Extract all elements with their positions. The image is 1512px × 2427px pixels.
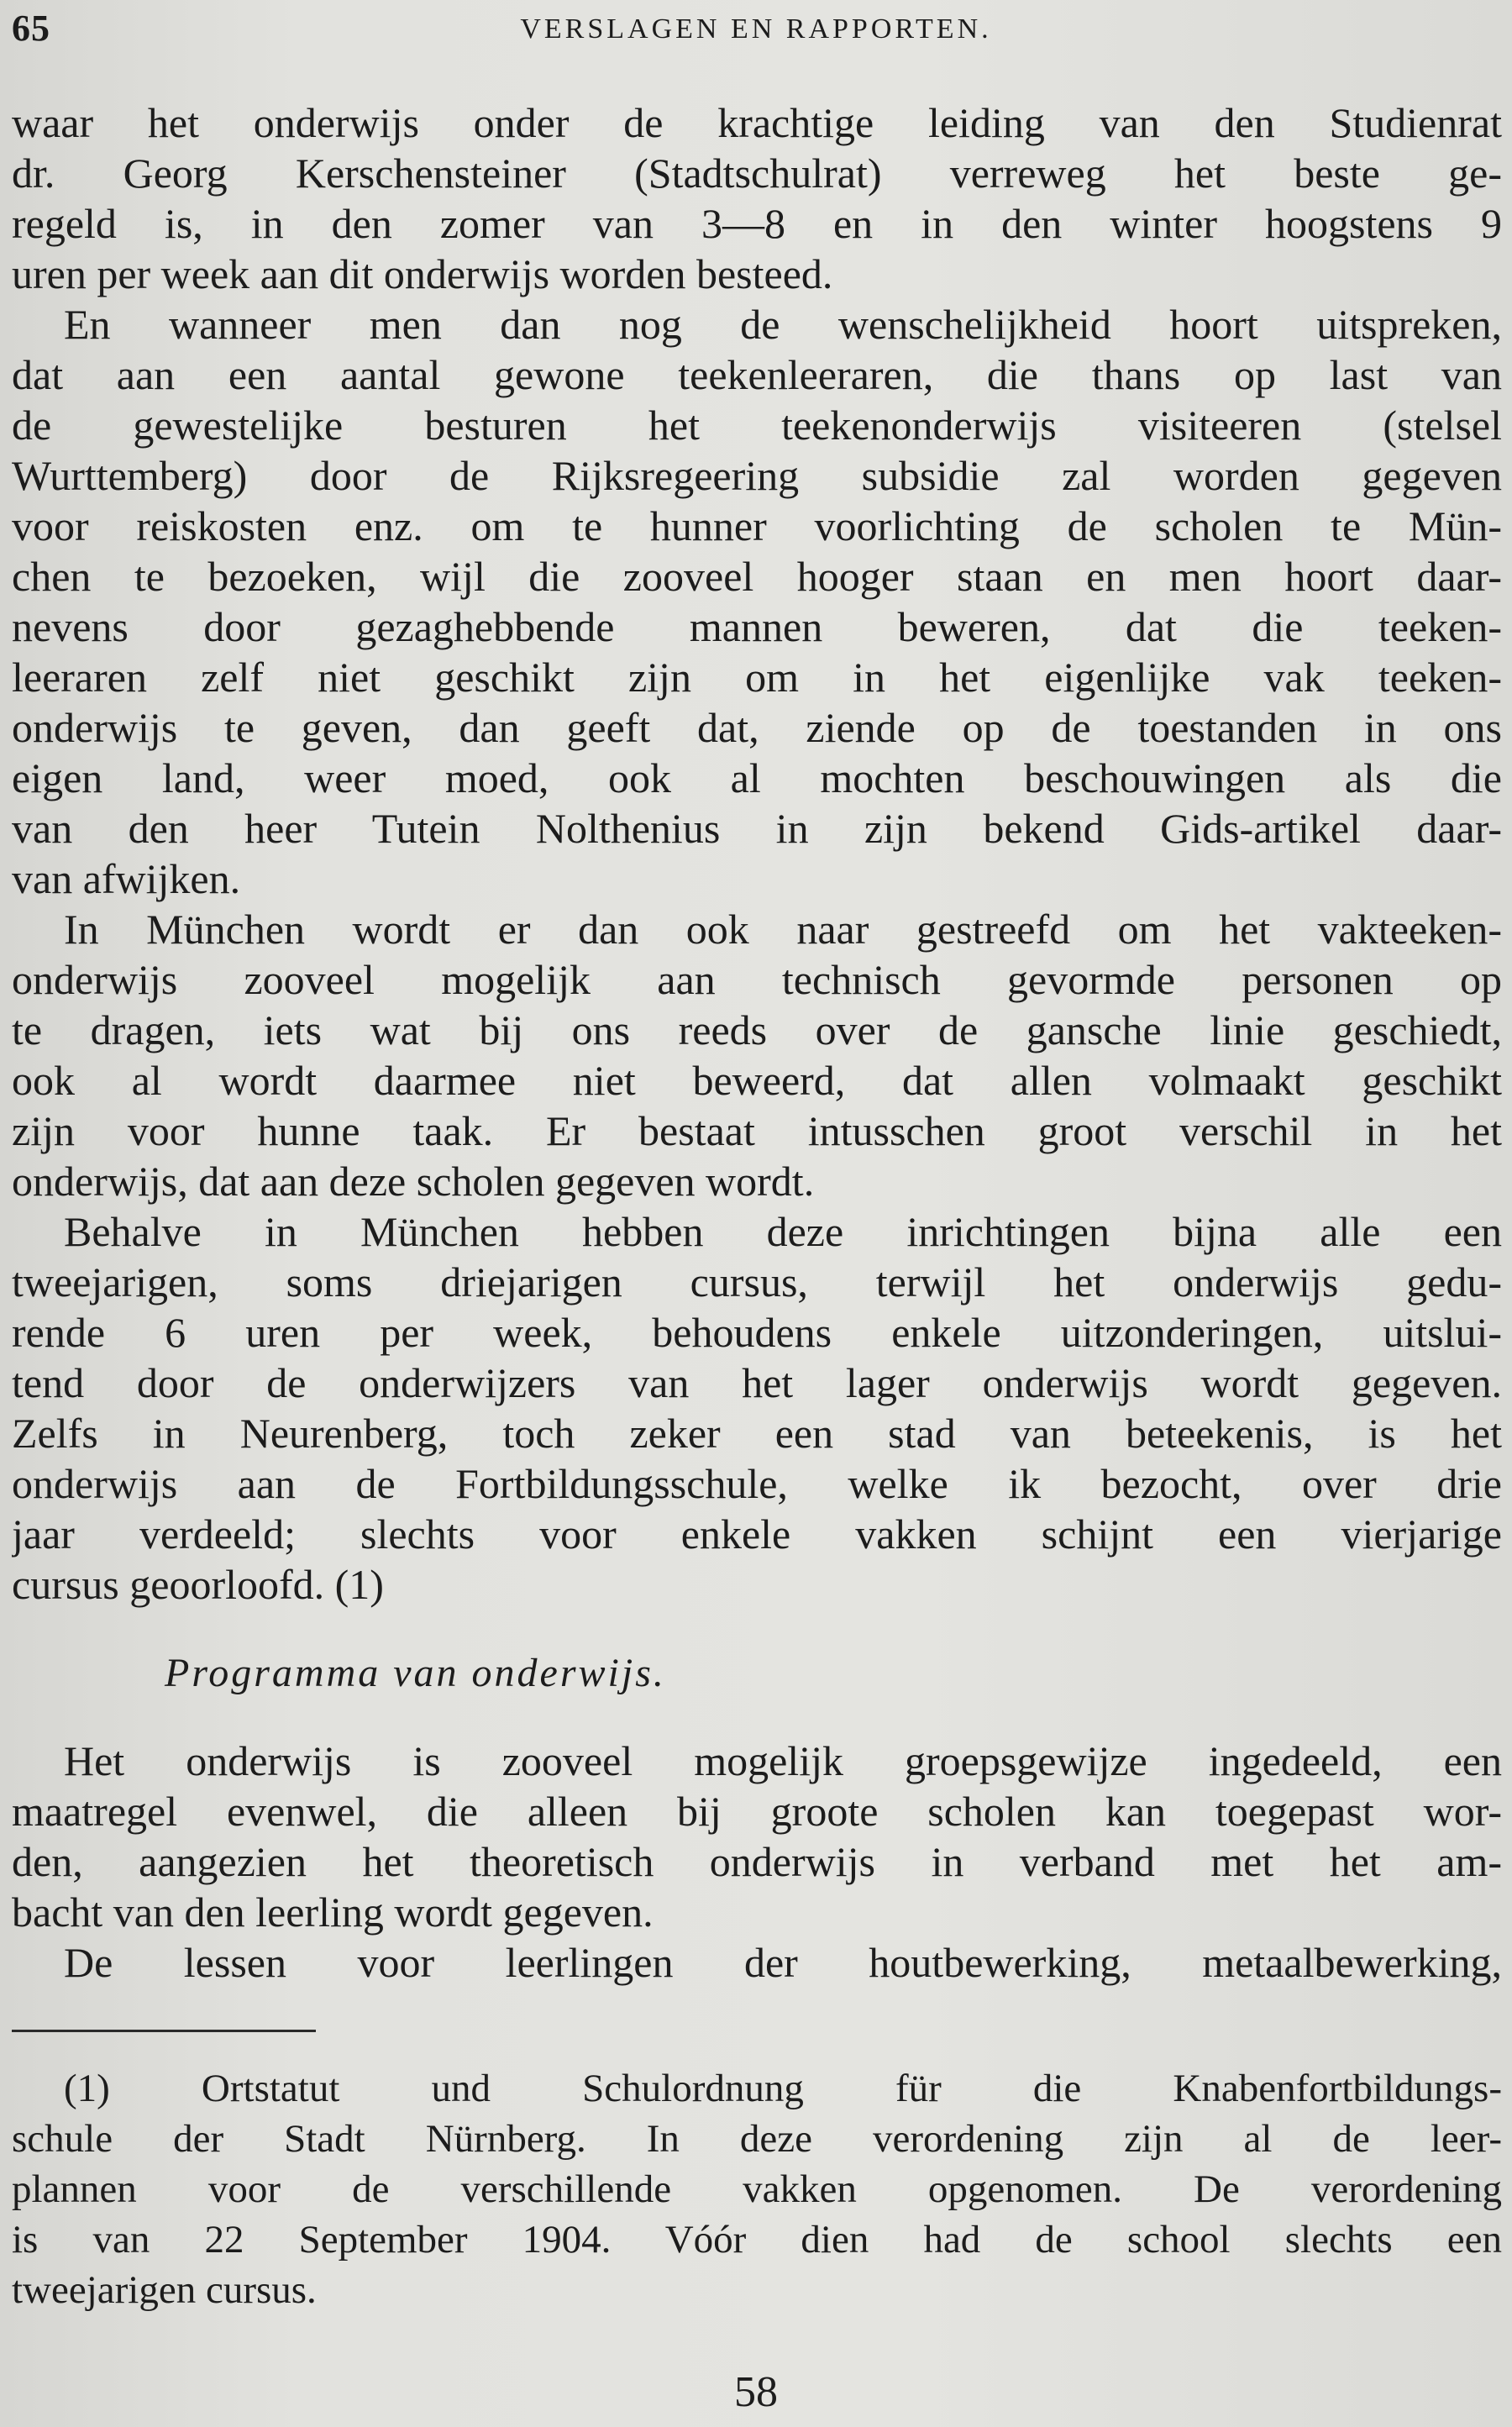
footnote-line: plannen voor de verschillende vakken opgenomen. De verordening	[12, 2167, 1502, 2211]
footnote	[12, 2063, 1502, 2315]
footnote-line: schule der Stadt Nürnberg. In deze verordening zijn al de leer-	[12, 2117, 1502, 2161]
running-title: VERSLAGEN EN RAPPORTEN.	[520, 13, 992, 45]
text-line: Wurttemberg) door de Rijksregeering subsidie zal worden gegeven	[12, 452, 1502, 499]
text-line: Zelfs in Neurenberg, toch zeker een stad van beteekenis, is het	[12, 1410, 1502, 1457]
text-line: tweejarigen, soms driejarigen cursus, terwijl het onderwijs gedu-	[12, 1258, 1502, 1305]
paragraph	[12, 97, 1502, 299]
header-page-number: 65	[12, 8, 50, 49]
text-line: voor reiskosten enz. om te hunner voorlichting de scholen te Mün-	[12, 502, 1502, 549]
text-line: onderwijs aan de Fortbildungsschule, welke ik bezocht, over drie	[12, 1460, 1502, 1507]
text-line: dat aan een aantal gewone teekenleeraren, die thans op last van	[12, 351, 1502, 398]
text-line: En wanneer men dan nog de wenschelijkheid hoort uitspreken,	[64, 301, 1502, 348]
text-line: eigen land, weer moed, ook al mochten beschouwingen als die	[12, 754, 1502, 801]
text-line: jaar verdeeld; slechts voor enkele vakken schijnt een vierjarige	[12, 1510, 1502, 1558]
text-line: De lessen voor leerlingen der houtbewerking, metaalbewerking,	[64, 1939, 1502, 1986]
text-line: de gewestelijke besturen het teekenonderwijs visiteeren (stelsel	[12, 402, 1502, 449]
text-line: chen te bezoeken, wijl die zooveel hooger staan en men hoort daar-	[12, 553, 1502, 600]
text-line: leeraren zelf niet geschikt zijn om in het eigenlijke vak teeken-	[12, 654, 1502, 701]
text-line: den, aangezien het theoretisch onderwijs in verband met het am-	[12, 1838, 1502, 1885]
text-line: onderwijs te geven, dan geeft dat, ziende op de toestanden in ons	[12, 704, 1502, 751]
text-line: bacht van den leerling wordt gegeven.	[12, 1889, 654, 1936]
text-line: cursus geoorloofd. (1)	[12, 1561, 384, 1608]
text-line: maatregel evenwel, die alleen bij groote scholen kan toegepast wor-	[12, 1788, 1502, 1835]
text-line: te dragen, iets wat bij ons reeds over de gansche linie geschiedt,	[12, 1006, 1502, 1053]
body-text-bottom	[12, 1736, 1502, 1988]
paragraph	[12, 1736, 1502, 1937]
text-line: nevens door gezaghebbende mannen beweren, dat die teeken-	[12, 603, 1502, 650]
text-line: onderwijs zooveel mogelijk aan technisch gevormde personen op	[12, 956, 1502, 1003]
paragraph	[12, 1937, 1502, 1988]
footnote-line: is van 22 September 1904. Vóór dien had de school slechts een	[12, 2218, 1502, 2262]
text-line: van afwijken.	[12, 855, 241, 902]
text-line: uren per week aan dit onderwijs worden besteed.	[12, 250, 833, 297]
text-line: van den heer Tutein Nolthenius in zijn bekend Gids-artikel daar-	[12, 805, 1502, 852]
paragraph	[12, 904, 1502, 1206]
text-line: tend door de onderwijzers van het lager onderwijs wordt gegeven.	[12, 1359, 1502, 1406]
text-line: regeld is, in den zomer van 3—8 en in den winter hoogstens 9	[12, 200, 1502, 247]
footnote-line: (1) Ortstatut und Schulordnung für die Knabenfortbildungs-	[64, 2067, 1502, 2110]
text-line: waar het onderwijs onder de krachtige leiding van den Studienrat	[12, 99, 1502, 146]
paragraph	[12, 1206, 1502, 1610]
text-line: dr. Georg Kerschensteiner (Stadtschulrat) verreweg het beste ge-	[12, 150, 1502, 197]
footnote-separator	[12, 2030, 316, 2032]
text-line: zijn voor hunne taak. Er bestaat intusschen groot verschil in het	[12, 1107, 1502, 1154]
footnote-line: tweejarigen cursus.	[12, 2268, 317, 2312]
footer-page-number: 58	[734, 2368, 778, 2416]
section-heading: Programma van onderwijs.	[165, 1651, 666, 1695]
body-text-top	[12, 97, 1502, 1610]
text-line: rende 6 uren per week, behoudens enkele uitzonderingen, uitslui-	[12, 1309, 1502, 1356]
text-line: ook al wordt daarmee niet beweerd, dat allen volmaakt geschikt	[12, 1057, 1502, 1104]
text-line: Behalve in München hebben deze inrichtingen bijna alle een	[64, 1208, 1502, 1255]
text-line: Het onderwijs is zooveel mogelijk groepsgewijze ingedeeld, een	[64, 1737, 1502, 1784]
text-line: onderwijs, dat aan deze scholen gegeven wordt.	[12, 1158, 815, 1205]
page-header	[12, 7, 1500, 49]
text-line: In München wordt er dan ook naar gestreefd om het vakteeken-	[64, 906, 1502, 953]
paragraph	[12, 299, 1502, 904]
